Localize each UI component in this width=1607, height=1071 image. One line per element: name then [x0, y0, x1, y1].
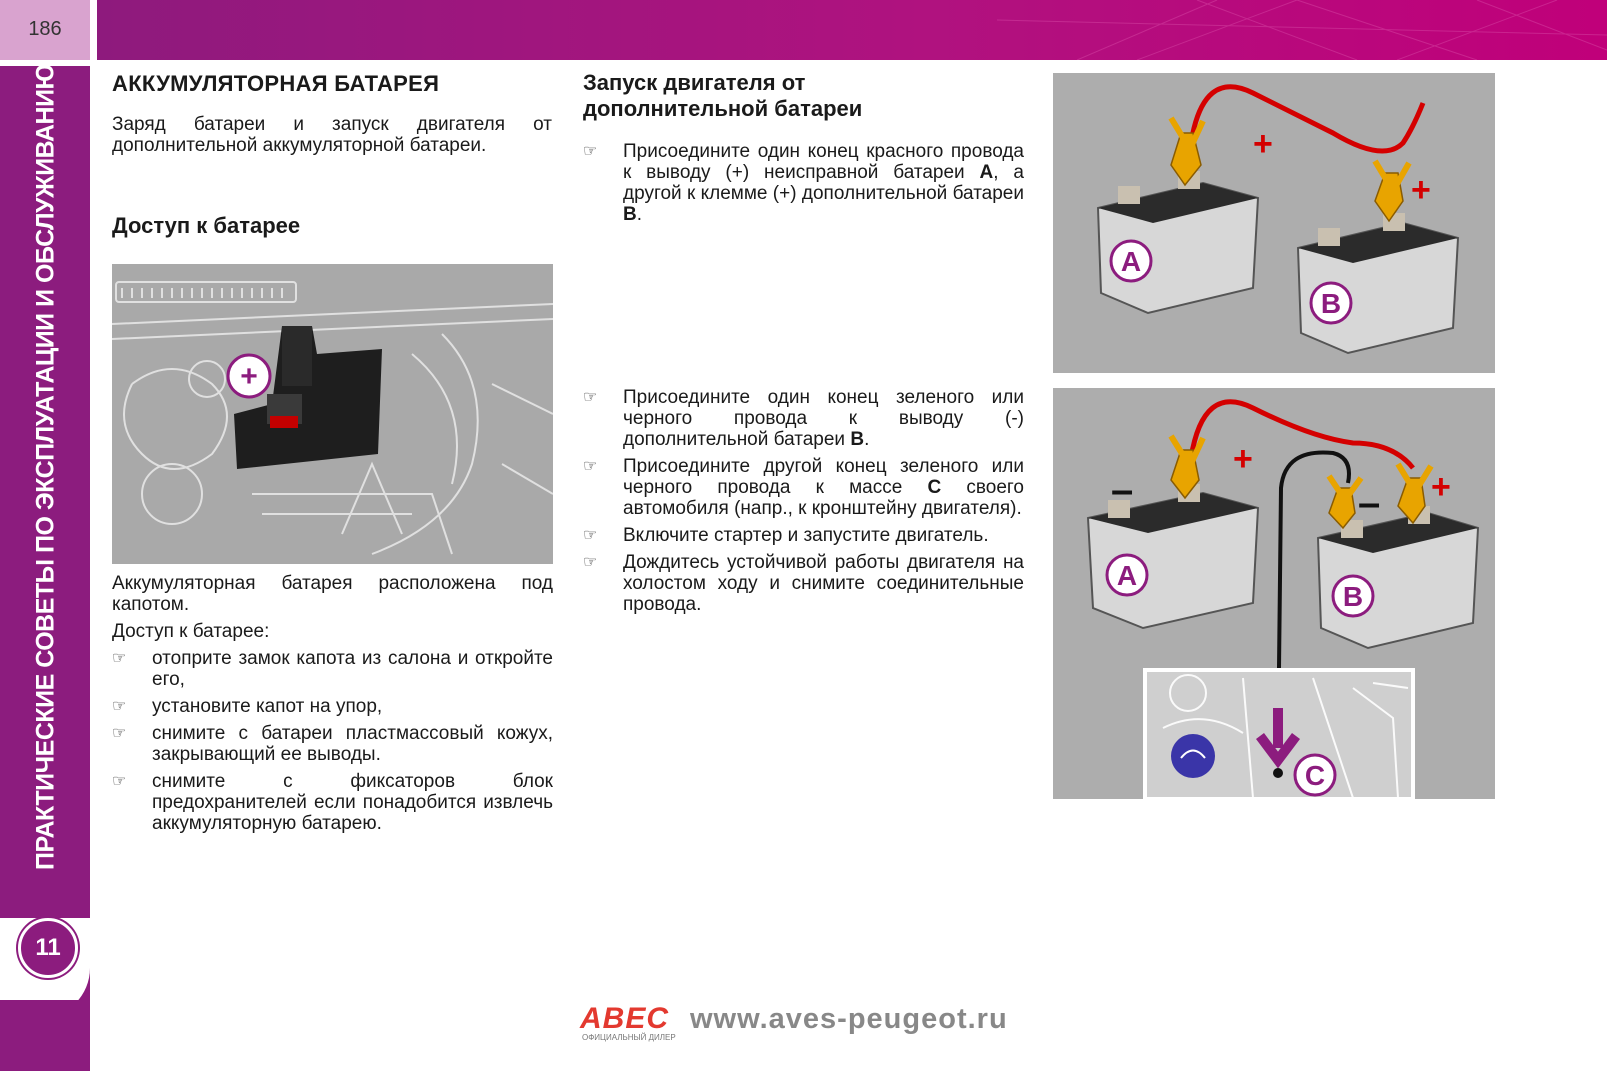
label-c: C: [1304, 760, 1326, 791]
minus-sign: –: [1358, 481, 1381, 525]
jumpstart-steps-1: [583, 141, 1024, 231]
ground-point-inset: [1145, 670, 1413, 799]
bullet-hand-icon: ☞: [112, 725, 127, 742]
label-a: A: [1120, 246, 1142, 277]
side-tab-foot: [0, 1000, 90, 1071]
jumper-diagram-step1: [1053, 73, 1495, 373]
bullet-hand-icon: ☞: [112, 698, 127, 715]
list-item: ☞ снимите с батареи пластмассовый кожух, закрывающий ее выводы.: [112, 723, 553, 765]
dealer-logo: АВЕС: [580, 1002, 670, 1035]
bullet-hand-icon: ☞: [112, 773, 127, 790]
access-label: Доступ к батарее:: [112, 621, 270, 642]
list-item: ☞ Присоедините другой конец зеленого или черного провода к массе C своего автомобиля (напр., к кронштейну двигателя).: [583, 456, 1025, 519]
plus-sign: +: [1431, 468, 1451, 506]
header-band: [97, 0, 1607, 60]
dealer-logo-subtitle: ОФИЦИАЛЬНЫЙ ДИЛЕР: [582, 1033, 676, 1042]
bullet-hand-icon: ☞: [583, 527, 598, 544]
battery-b: [1298, 213, 1458, 353]
plus-sign: +: [1411, 171, 1431, 209]
plus-sign: +: [1233, 440, 1253, 478]
list-item: ☞ Дождитесь устойчивой работы двигателя на холостом ходу и снимите соединительные провода.: [583, 552, 1024, 615]
label-b: B: [1342, 581, 1364, 612]
dealer-url[interactable]: www.aves-peugeot.ru: [690, 1003, 1008, 1035]
list-item: ☞ снимите с фиксаторов блок предохранителей если понадобится извлечь аккумуляторную батарею.: [112, 771, 553, 834]
minus-sign: –: [1111, 468, 1134, 512]
bullet-hand-icon: ☞: [583, 143, 598, 160]
header-pattern: [97, 0, 1607, 60]
access-heading: Доступ к батарее: [112, 213, 301, 238]
bullet-hand-icon: ☞: [112, 650, 127, 667]
list-item: ☞ отоприте замок капота из салона и откройте его,: [112, 648, 553, 690]
label-a: A: [1116, 560, 1138, 591]
chapter-title: ПРАКТИЧЕСКИЕ СОВЕТЫ ПО ЭКСПЛУАТАЦИИ И ОБСЛУЖИВАНИЮ: [31, 64, 60, 870]
jumpstart-steps-2: [583, 387, 1024, 621]
list-item: ☞ Присоедините один конец зеленого или черного провода к выводу (-) дополнительной батареи B.: [583, 387, 1024, 450]
list-item: ☞ Присоедините один конец красного провода к выводу (+) неисправной батареи A, а другой к клемме (+) дополнительной батареи B.: [583, 141, 1024, 225]
jumper-diagram-step2: [1053, 388, 1495, 799]
intro-text: Заряд батареи и запуск двигателя от дополнительной аккумуляторной батареи.: [112, 114, 552, 156]
section-title: АККУМУЛЯТОРНАЯ БАТАРЕЯ: [112, 71, 440, 96]
label-b: B: [1320, 288, 1342, 319]
plus-badge-label: +: [240, 360, 258, 393]
bullet-hand-icon: ☞: [583, 458, 598, 475]
list-item: ☞ установите капот на упор,: [112, 696, 383, 717]
engine-bay-illustration: [112, 264, 553, 564]
location-text: Аккумуляторная батарея расположена под капотом.: [112, 573, 553, 615]
bullet-hand-icon: ☞: [583, 554, 598, 571]
list-item: ☞ Включите стартер и запустите двигатель.: [583, 525, 989, 546]
chapter-number-badge: 11: [18, 918, 78, 978]
jumpstart-heading: Запуск двигателя от дополнительной батареи: [583, 70, 863, 121]
bullet-hand-icon: ☞: [583, 389, 598, 406]
access-steps-list: [112, 648, 553, 840]
plus-sign: +: [1253, 125, 1273, 163]
page-number: 186: [28, 18, 62, 40]
